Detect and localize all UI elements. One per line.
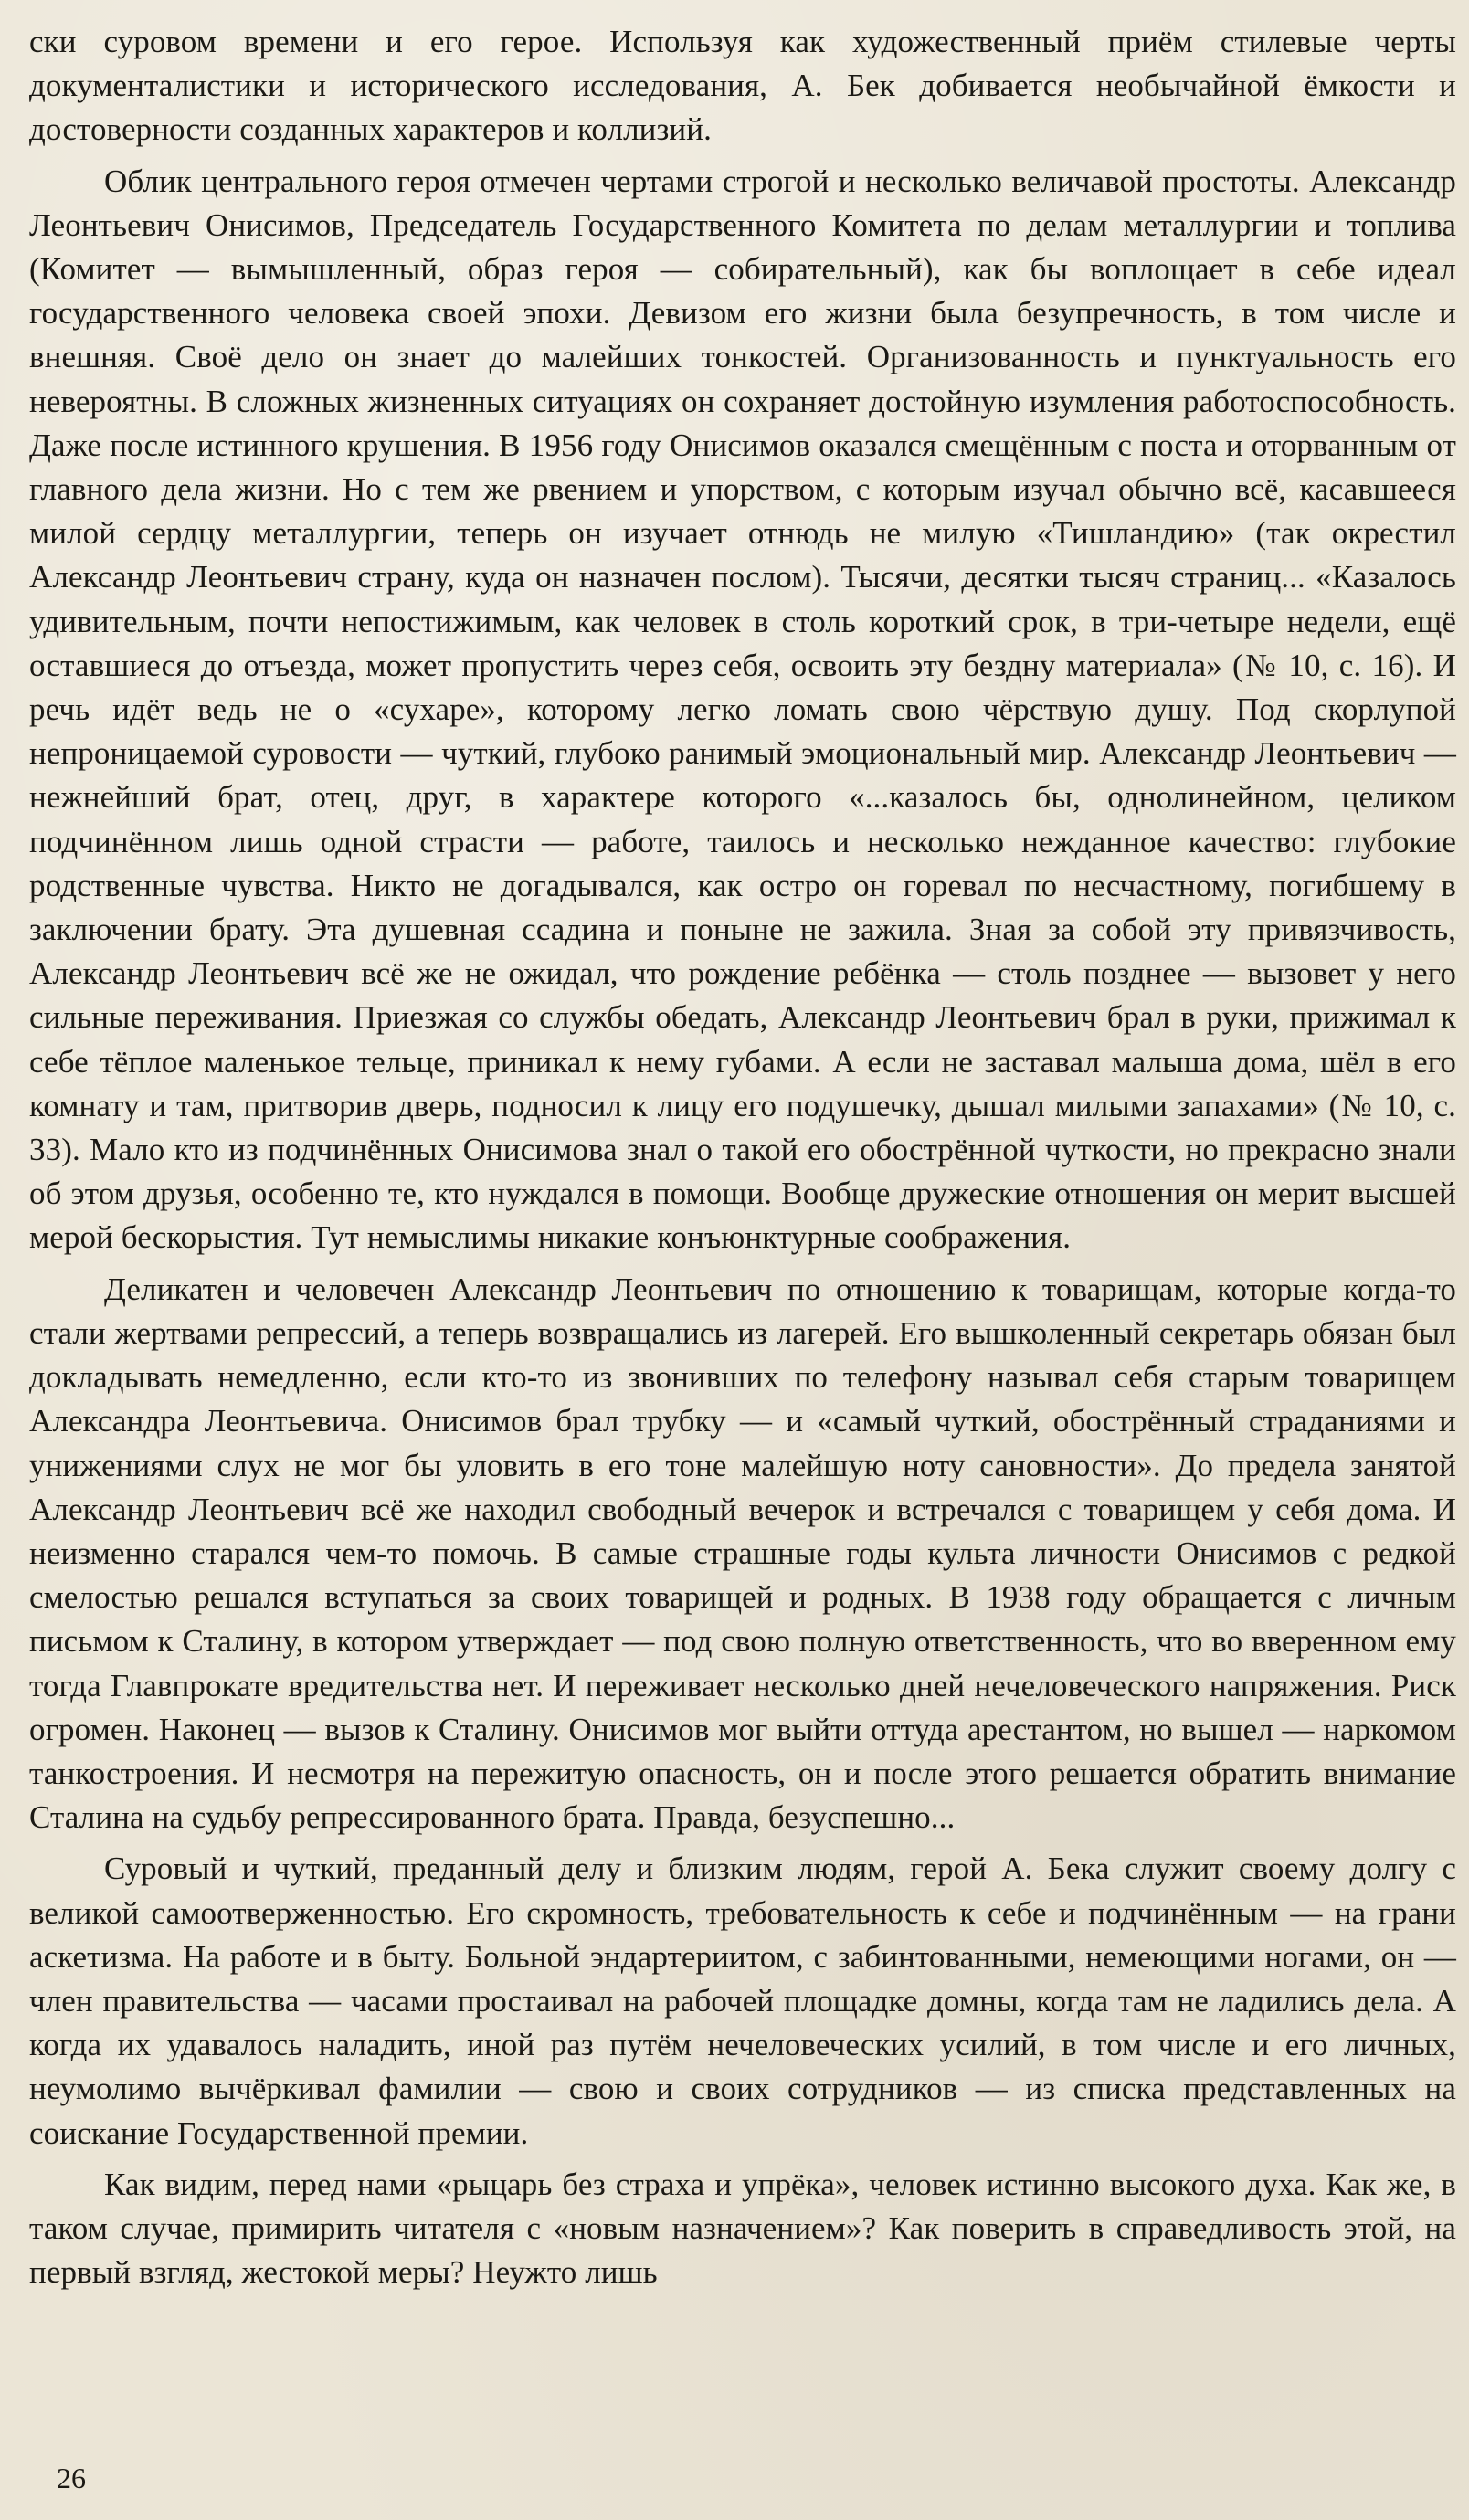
article-text bbox=[29, 20, 1456, 2294]
paragraph-knight: Как видим, перед нами «рыцарь без страха и упрёка», человек истинно высокого духа. Как же, в таком случае, примирить читателя с «новым назначением»? Как поверить в справедливость этой, на первый взгляд, жестокой меры? Неужто лишь bbox=[29, 2166, 1456, 2291]
paragraph-hero-portrait: Облик центрального героя отмечен чертами строгой и несколько величавой простоты. Александр Леонтьевич Онисимов, Председатель Государственного Комитета по делам металлургии и топлива (Комитет — вымышленный, образ героя — собирательный), как бы воплощает в себе идеал государственного человека своей эпохи. Девизом его жизни была безупречность, в том числе и внешняя. Своё дело он знает до малейших тонкостей. Организованность и пунктуальность его невероятны. В сложных жизненных ситуациях он сохраняет достойную изумления работоспособность. Даже после истинного крушения. В 1956 году Онисимов оказался смещённым с поста и оторванным от главного дела жизни. Но с тем же рвением и упорством, с которым изучал обычно всё, касавшееся милой сердцу металлургии, теперь он изучает отнюдь не милую «Тишландию» (так окрестил Александр Леонтьевич страну, куда он назначен послом). Тысячи, десятки тысяч страниц... «Казалось удивительным, почти непостижимым, как человек в столь короткий срок, в три-четыре недели, ещё оставшиеся до отъезда, может пропустить через себя, освоить эту бездну материала» (№ 10, с. 16). И речь идёт ведь не о «сухаре», которому легко ломать свою чёрствую душу. Под скорлупой непроницаемой суровости — чуткий, глубоко ранимый эмоциональный мир. Александр Леонтьевич — нежнейший брат, отец, друг, в характере которого «...казалось бы, однолинейном, целиком подчинённом лишь одной страсти — работе, таилось и несколько нежданное качество: глубокие родственные чувства. Никто не догадывался, как остро он горевал по несчастному, погибшему в заключении брату. Эта душевная ссадина и поныне не зажила. Зная за собой эту привязчивость, Александр Леонтьевич всё же не ожидал, что рождение ребёнка — столь позднее — вызовет у него сильные переживания. Приезжая со службы обедать, Александр Леонтьевич брал в руки, прижимал к себе тёплое маленькое тельце, приникал к нему губами. А если не заставал малыша дома, шёл в его комнату и там, притворив дверь, подносил к лицу его подушечку, дышал милыми запахами» (№ 10, с. 33). Мало кто из подчинённых Онисимова знал о такой его обострённой чуткости, но прекрасно знали об этом друзья, особенно те, кто нуждался в помощи. Вообще дружеские отношения он мерит высшей мерой бескорыстия. Тут немыслимы никакие конъюнктурные соображения. bbox=[29, 163, 1456, 1256]
page-number: 26 bbox=[57, 2462, 86, 2494]
paragraph-duty: Суровый и чуткий, преданный делу и близким людям, герой А. Бека служит своему долгу с великой самоотверженностью. Его скромность, требовательность к себе и подчинённым — на грани аскетизма. На работе и в быту. Больной эндартериитом, с забинтованными, немеющими ногами, он — член правительства — часами простаивал на рабочей площадке домны, когда там не ладились дела. А когда их удавалось наладить, иной раз путём нечеловеческих усилий, в том числе и его личных, неумолимо вычёркивал фамилии — свою и своих сотрудников — из списка представленных на соискание Государственной премии. bbox=[29, 1850, 1456, 2151]
paragraph-continuation: ски суровом времени и его герое. Используя как художественный приём стилевые черты документалистики и исторического исследования, А. Бек добивается необычайной ёмкости и достоверности созданных характеров и коллизий. bbox=[29, 24, 1456, 148]
paragraph-comrades: Деликатен и человечен Александр Леонтьевич по отношению к товарищам, которые когда-то стали жертвами репрессий, а теперь возвращались из лагерей. Его вышколенный секретарь обязан был докладывать немедленно, если кто-то из звонивших по телефону называл себя старым товарищем Александра Леонтьевича. Онисимов брал трубку — и «самый чуткий, обострённый страданиями и унижениями слух не мог бы уловить в его тоне малейшую ноту сановности». До предела занятой Александр Леонтьевич всё же находил свободный вечерок и встречался с товарищем у себя дома. И неизменно старался чем-то помочь. В самые страшные годы культа личности Онисимов с редкой смелостью решался вступаться за своих товарищей и родных. В 1938 году обращается с личным письмом к Сталину, в котором утверждает — под свою полную ответственность, что во вверенном ему тогда Главпрокате вредительства нет. И переживает несколько дней нечеловеческого напряжения. Риск огромен. Наконец — вызов к Сталину. Онисимов мог выйти оттуда арестантом, но вышел — наркомом танкостроения. И несмотря на пережитую опасность, он и после этого решается обратить внимание Сталина на судьбу репрессированного брата. Правда, безуспешно... bbox=[29, 1271, 1456, 1836]
